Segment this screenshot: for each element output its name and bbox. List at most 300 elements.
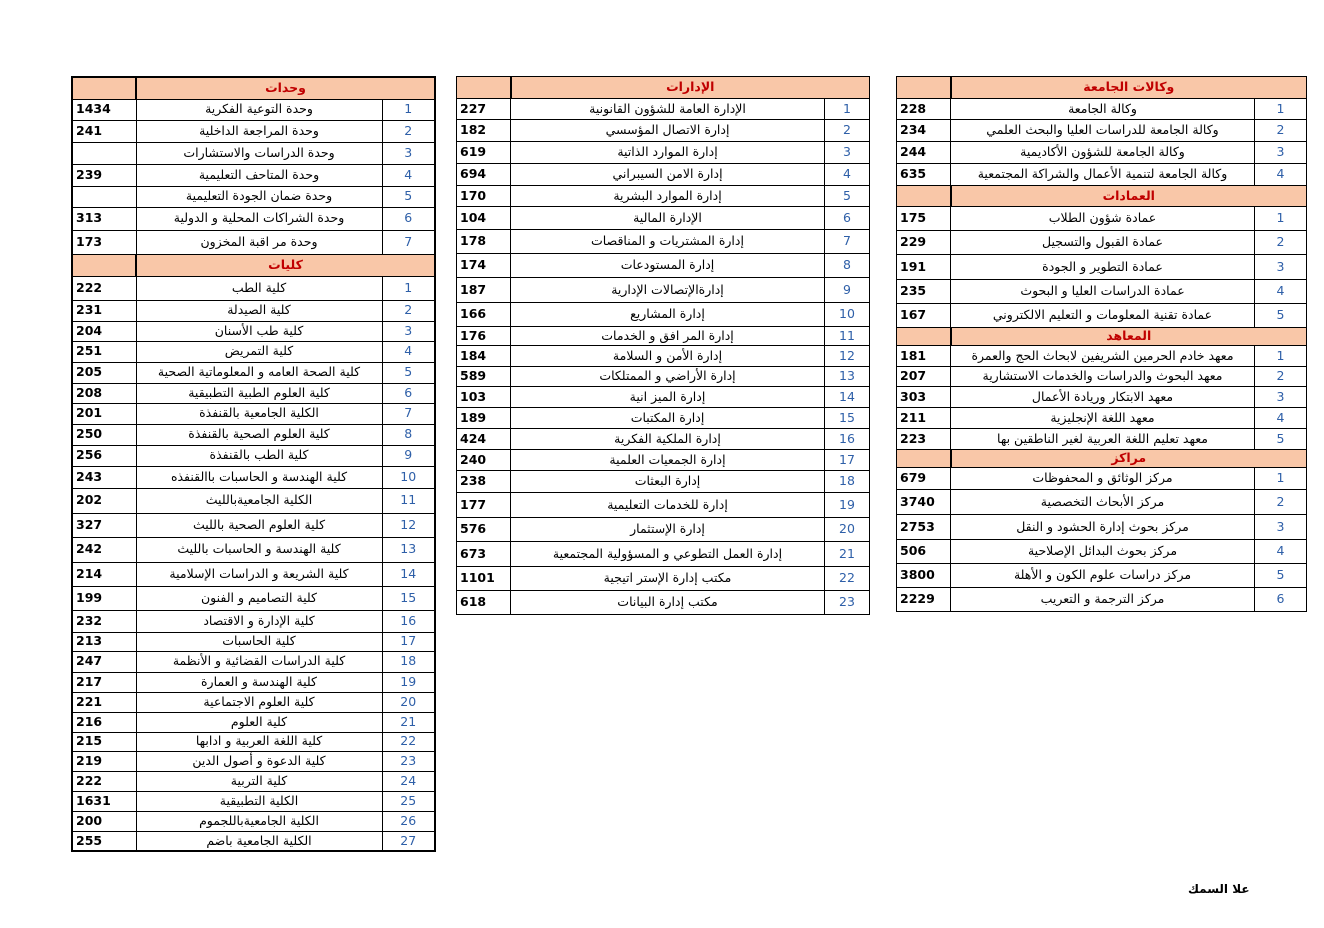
name-cell: وكالة الجامعة لتنمية الأعمال والشراكة المجتمعية — [951, 164, 1255, 186]
code-cell: 211 — [897, 408, 951, 429]
name-cell: كلية العلوم الطبية التطبيقية — [136, 383, 382, 403]
index-cell: 4 — [1255, 164, 1307, 186]
section-header — [897, 77, 1307, 99]
index-cell: 3 — [1255, 142, 1307, 164]
code-cell: 189 — [457, 408, 511, 429]
name-cell: وحدة المراجعة الداخلية — [136, 120, 382, 142]
name-cell: إدارة البعثات — [511, 471, 825, 493]
code-cell: 187 — [457, 278, 511, 303]
name-cell: الإدارة المالية — [511, 207, 825, 230]
index-cell: 1 — [825, 99, 870, 120]
section-title: وكالات الجامعة — [951, 77, 1307, 99]
code-cell: 679 — [897, 468, 951, 490]
name-cell: إدارة العمل التطوعي و المسؤولية المجتمعية — [511, 542, 825, 567]
table-row — [457, 230, 870, 254]
index-cell: 17 — [382, 632, 435, 651]
table-row — [457, 303, 870, 327]
name-cell: مركز دراسات علوم الكون و الأهلة — [951, 564, 1255, 588]
code-cell: 243 — [72, 466, 136, 488]
table-row — [897, 120, 1307, 142]
code-cell: 104 — [457, 207, 511, 230]
table-row — [457, 429, 870, 450]
table-row — [457, 142, 870, 164]
name-cell: عمادة تقنية المعلومات و التعليم الالكتروني — [951, 304, 1255, 328]
name-cell: وحدة مر اقبة المخزون — [136, 230, 382, 254]
name-cell: كلية الصحة العامه و المعلوماتية الصحية — [136, 362, 382, 383]
index-cell: 8 — [382, 424, 435, 445]
table-row — [72, 276, 435, 300]
code-cell: 694 — [457, 164, 511, 186]
section-header — [72, 254, 435, 276]
table-row — [72, 610, 435, 632]
code-cell: 199 — [72, 586, 136, 610]
name-cell: إدارة الموارد البشرية — [511, 186, 825, 207]
table-row — [72, 424, 435, 445]
code-cell: 200 — [72, 811, 136, 831]
code-cell: 205 — [72, 362, 136, 383]
name-cell: وحدة الشراكات المحلية و الدولية — [136, 207, 382, 230]
table-row — [72, 445, 435, 466]
index-cell: 5 — [825, 186, 870, 207]
table-row — [72, 300, 435, 321]
name-cell: إدارة الامن السيبراني — [511, 164, 825, 186]
code-cell: 170 — [457, 186, 511, 207]
index-cell: 20 — [825, 518, 870, 542]
name-cell: كلية الدعوة و أصول الدين — [136, 751, 382, 771]
name-cell: وكالة الجامعة للدراسات العليا والبحث العلمي — [951, 120, 1255, 142]
header-blank-cell — [897, 77, 951, 99]
index-cell: 7 — [382, 403, 435, 424]
code-cell: 589 — [457, 367, 511, 387]
table-row — [897, 408, 1307, 429]
code-cell — [72, 142, 136, 164]
name-cell: إدارة الأمن و السلامة — [511, 346, 825, 367]
name-cell: كلية الشريعة و الدراسات الإسلامية — [136, 562, 382, 586]
name-cell: كلية التمريض — [136, 341, 382, 362]
table-row — [457, 278, 870, 303]
section-title: وحدات — [136, 77, 435, 99]
table-row — [72, 751, 435, 771]
index-cell: 1 — [1255, 346, 1307, 367]
name-cell: إدارة الإستثمار — [511, 518, 825, 542]
name-cell: إدارة الجمعيات العلمية — [511, 450, 825, 471]
index-cell: 3 — [1255, 515, 1307, 540]
code-cell: 327 — [72, 513, 136, 537]
name-cell: وحدة التوعية الفكرية — [136, 99, 382, 120]
code-cell: 251 — [72, 341, 136, 362]
index-cell: 7 — [382, 230, 435, 254]
name-cell: مكتب إدارة البيانات — [511, 591, 825, 615]
table-row — [897, 367, 1307, 387]
section-title: المعاهد — [951, 328, 1307, 346]
code-cell: 2229 — [897, 588, 951, 612]
table-row — [457, 408, 870, 429]
table-row — [897, 207, 1307, 231]
table-row — [897, 468, 1307, 490]
code-cell: 244 — [897, 142, 951, 164]
index-cell: 4 — [1255, 540, 1307, 564]
code-cell: 216 — [72, 712, 136, 732]
units-colleges-table — [71, 76, 436, 852]
table-row — [457, 120, 870, 142]
table-row — [897, 142, 1307, 164]
index-cell: 3 — [382, 142, 435, 164]
section-title: العمادات — [951, 186, 1307, 207]
code-cell: 250 — [72, 424, 136, 445]
code-cell: 191 — [897, 255, 951, 280]
section-title: مراكز — [951, 450, 1307, 468]
table-row — [72, 712, 435, 732]
table-row — [72, 562, 435, 586]
code-cell: 619 — [457, 142, 511, 164]
name-cell: كلية الهندسة و الحاسبات باالقنفذه — [136, 466, 382, 488]
index-cell: 5 — [1255, 564, 1307, 588]
code-cell: 247 — [72, 651, 136, 672]
table-row — [72, 186, 435, 207]
name-cell: كلية الدراسات القضائية و الأنظمة — [136, 651, 382, 672]
code-cell: 241 — [72, 120, 136, 142]
index-cell: 11 — [382, 488, 435, 513]
index-cell: 5 — [1255, 429, 1307, 450]
name-cell: إدارةالإتصالات الإدارية — [511, 278, 825, 303]
table-row — [72, 811, 435, 831]
name-cell: مركز بحوث البدائل الإصلاحية — [951, 540, 1255, 564]
index-cell: 22 — [382, 732, 435, 751]
index-cell: 7 — [825, 230, 870, 254]
index-cell: 19 — [825, 493, 870, 518]
signature: علا السمك — [1188, 882, 1250, 896]
name-cell: إدارة الملكية الفكرية — [511, 429, 825, 450]
name-cell: الإدارة العامة للشؤون القانونية — [511, 99, 825, 120]
table-row — [72, 341, 435, 362]
name-cell: وكالة الجامعة للشؤون الأكاديمية — [951, 142, 1255, 164]
index-cell: 10 — [382, 466, 435, 488]
header-blank-cell — [897, 328, 951, 346]
index-cell: 6 — [1255, 588, 1307, 612]
section-title: الإدارات — [511, 77, 870, 99]
index-cell: 2 — [382, 300, 435, 321]
index-cell: 1 — [382, 99, 435, 120]
index-cell: 10 — [825, 303, 870, 327]
index-cell: 3 — [825, 142, 870, 164]
header-blank-cell — [72, 254, 136, 276]
agencies-table — [896, 76, 1307, 612]
code-cell: 182 — [457, 120, 511, 142]
index-cell: 6 — [825, 207, 870, 230]
table-row — [897, 515, 1307, 540]
index-cell: 13 — [382, 537, 435, 562]
name-cell: إدارة المشتريات و المناقصات — [511, 230, 825, 254]
index-cell: 9 — [825, 278, 870, 303]
section-title: كليات — [136, 254, 435, 276]
code-cell — [72, 186, 136, 207]
name-cell: كلية الصيدلة — [136, 300, 382, 321]
code-cell: 213 — [72, 632, 136, 651]
code-cell: 176 — [457, 327, 511, 346]
index-cell: 1 — [1255, 99, 1307, 120]
code-cell: 3800 — [897, 564, 951, 588]
table-row — [457, 207, 870, 230]
code-cell: 223 — [897, 429, 951, 450]
name-cell: كلية العلوم — [136, 712, 382, 732]
name-cell: كلية اللغة العربية و ادابها — [136, 732, 382, 751]
name-cell: الكلية الجامعية باضم — [136, 831, 382, 851]
name-cell: عمادة الدراسات العليا و البحوث — [951, 280, 1255, 304]
table-row — [457, 164, 870, 186]
index-cell: 13 — [825, 367, 870, 387]
code-cell: 231 — [72, 300, 136, 321]
code-cell: 618 — [457, 591, 511, 615]
name-cell: إدارة المستودعات — [511, 254, 825, 278]
table-row — [897, 540, 1307, 564]
section-header — [897, 450, 1307, 468]
name-cell: الكلية الجامعيةباللجموم — [136, 811, 382, 831]
table-row — [897, 490, 1307, 515]
code-cell: 177 — [457, 493, 511, 518]
table-row — [457, 387, 870, 408]
name-cell: معهد الابتكار وريادة الأعمال — [951, 387, 1255, 408]
name-cell: مركز الوثائق و المحفوظات — [951, 468, 1255, 490]
table-row — [72, 403, 435, 424]
code-cell: 204 — [72, 321, 136, 341]
code-cell: 1434 — [72, 99, 136, 120]
name-cell: معهد تعليم اللغة العربية لغير الناطقين بها — [951, 429, 1255, 450]
index-cell: 2 — [1255, 120, 1307, 142]
name-cell: الكلية الجامعيةبالليث — [136, 488, 382, 513]
name-cell: إدارة الموارد الذاتية — [511, 142, 825, 164]
name-cell: كلية الحاسبات — [136, 632, 382, 651]
table-row — [457, 367, 870, 387]
code-cell: 1101 — [457, 567, 511, 591]
section-header — [897, 186, 1307, 207]
table-row — [72, 207, 435, 230]
table-row — [72, 466, 435, 488]
index-cell: 18 — [825, 471, 870, 493]
header-blank-cell — [457, 77, 511, 99]
code-cell: 303 — [897, 387, 951, 408]
code-cell: 227 — [457, 99, 511, 120]
name-cell: كلية العلوم الصحية بالقنفذة — [136, 424, 382, 445]
index-cell: 12 — [382, 513, 435, 537]
code-cell: 215 — [72, 732, 136, 751]
name-cell: معهد اللغة الإنجليزية — [951, 408, 1255, 429]
index-cell: 14 — [825, 387, 870, 408]
index-cell: 9 — [382, 445, 435, 466]
name-cell: الكلية التطبيقية — [136, 791, 382, 811]
index-cell: 2 — [1255, 367, 1307, 387]
code-cell: 3740 — [897, 490, 951, 515]
code-cell: 166 — [457, 303, 511, 327]
section-header — [897, 328, 1307, 346]
name-cell: كلية الإدارة و الاقتصاد — [136, 610, 382, 632]
index-cell: 5 — [382, 186, 435, 207]
name-cell: مركز بحوث إدارة الحشود و النقل — [951, 515, 1255, 540]
table-row — [457, 567, 870, 591]
name-cell: معهد البحوث والدراسات والخدمات الاستشارية — [951, 367, 1255, 387]
header-blank-cell — [897, 186, 951, 207]
name-cell: إدارة الاتصال المؤسسي — [511, 120, 825, 142]
index-cell: 4 — [382, 341, 435, 362]
table-row — [72, 488, 435, 513]
index-cell: 22 — [825, 567, 870, 591]
index-cell: 6 — [382, 383, 435, 403]
code-cell: 201 — [72, 403, 136, 424]
name-cell: وحدة ضمان الجودة التعليمية — [136, 186, 382, 207]
index-cell: 5 — [382, 362, 435, 383]
table-row — [897, 164, 1307, 186]
section-header — [457, 77, 870, 99]
code-cell: 167 — [897, 304, 951, 328]
table-row — [72, 651, 435, 672]
code-cell: 235 — [897, 280, 951, 304]
table-row — [457, 346, 870, 367]
table-row — [72, 831, 435, 851]
name-cell: عمادة شؤون الطلاب — [951, 207, 1255, 231]
table-row — [457, 327, 870, 346]
name-cell: إدارة الأراضي و الممتلكات — [511, 367, 825, 387]
code-cell: 255 — [72, 831, 136, 851]
table-row — [897, 588, 1307, 612]
code-cell: 219 — [72, 751, 136, 771]
table-row — [72, 513, 435, 537]
index-cell: 19 — [382, 672, 435, 692]
index-cell: 4 — [1255, 408, 1307, 429]
index-cell: 1 — [1255, 468, 1307, 490]
code-cell: 673 — [457, 542, 511, 567]
table-row — [457, 186, 870, 207]
index-cell: 15 — [382, 586, 435, 610]
code-cell: 184 — [457, 346, 511, 367]
index-cell: 25 — [382, 791, 435, 811]
name-cell: إدارة المشاريع — [511, 303, 825, 327]
index-cell: 21 — [825, 542, 870, 567]
table-row — [72, 99, 435, 120]
index-cell: 1 — [382, 276, 435, 300]
code-cell: 229 — [897, 231, 951, 255]
code-cell: 576 — [457, 518, 511, 542]
table-row — [897, 231, 1307, 255]
code-cell: 239 — [72, 164, 136, 186]
header-blank-cell — [72, 77, 136, 99]
table-row — [897, 429, 1307, 450]
name-cell: إدارة الميز انية — [511, 387, 825, 408]
name-cell: كلية العلوم الصحية بالليث — [136, 513, 382, 537]
code-cell: 506 — [897, 540, 951, 564]
table-row — [457, 591, 870, 615]
name-cell: كلية التصاميم و الفنون — [136, 586, 382, 610]
name-cell: إدارة المكتبات — [511, 408, 825, 429]
index-cell: 27 — [382, 831, 435, 851]
table-row — [897, 346, 1307, 367]
index-cell: 4 — [825, 164, 870, 186]
code-cell: 174 — [457, 254, 511, 278]
index-cell: 15 — [825, 408, 870, 429]
table-row — [897, 387, 1307, 408]
index-cell: 11 — [825, 327, 870, 346]
index-cell: 16 — [382, 610, 435, 632]
table-row — [457, 450, 870, 471]
table-row — [72, 771, 435, 791]
index-cell: 21 — [382, 712, 435, 732]
table-row — [72, 164, 435, 186]
index-cell: 12 — [825, 346, 870, 367]
index-cell: 3 — [1255, 255, 1307, 280]
index-cell: 1 — [1255, 207, 1307, 231]
table-row — [457, 471, 870, 493]
code-cell: 228 — [897, 99, 951, 120]
code-cell: 221 — [72, 692, 136, 712]
name-cell: عمادة التطوير و الجودة — [951, 255, 1255, 280]
name-cell: وكالة الجامعة — [951, 99, 1255, 120]
table-row — [897, 99, 1307, 120]
table-row — [457, 542, 870, 567]
name-cell: إدارة المر افق و الخدمات — [511, 327, 825, 346]
code-cell: 238 — [457, 471, 511, 493]
code-cell: 181 — [897, 346, 951, 367]
table-row — [72, 120, 435, 142]
departments-table — [456, 76, 870, 615]
index-cell: 23 — [825, 591, 870, 615]
index-cell: 14 — [382, 562, 435, 586]
section-header — [72, 77, 435, 99]
table-row — [72, 732, 435, 751]
table-row — [72, 321, 435, 341]
code-cell: 207 — [897, 367, 951, 387]
name-cell: الكلية الجامعية بالقنفذة — [136, 403, 382, 424]
table-row — [897, 564, 1307, 588]
name-cell: مركز الأبحاث التخصصية — [951, 490, 1255, 515]
table-row — [72, 586, 435, 610]
code-cell: 2753 — [897, 515, 951, 540]
table-row — [457, 518, 870, 542]
index-cell: 3 — [1255, 387, 1307, 408]
code-cell: 1631 — [72, 791, 136, 811]
index-cell: 20 — [382, 692, 435, 712]
table-row — [72, 230, 435, 254]
index-cell: 2 — [1255, 490, 1307, 515]
name-cell: كلية التربية — [136, 771, 382, 791]
name-cell: مكتب إدارة الإستر اتيجية — [511, 567, 825, 591]
index-cell: 3 — [382, 321, 435, 341]
name-cell: وحدة المتاحف التعليمية — [136, 164, 382, 186]
code-cell: 256 — [72, 445, 136, 466]
table-row — [897, 255, 1307, 280]
table-row — [897, 304, 1307, 328]
name-cell: إدارة للخدمات التعليمية — [511, 493, 825, 518]
name-cell: وحدة الدراسات والاستشارات — [136, 142, 382, 164]
code-cell: 217 — [72, 672, 136, 692]
index-cell: 4 — [382, 164, 435, 186]
code-cell: 222 — [72, 276, 136, 300]
table-row — [72, 791, 435, 811]
table-row — [72, 692, 435, 712]
table-row — [457, 254, 870, 278]
index-cell: 4 — [1255, 280, 1307, 304]
table-row — [72, 632, 435, 651]
index-cell: 23 — [382, 751, 435, 771]
code-cell: 234 — [897, 120, 951, 142]
code-cell: 424 — [457, 429, 511, 450]
name-cell: كلية الهندسة و العمارة — [136, 672, 382, 692]
code-cell: 202 — [72, 488, 136, 513]
name-cell: مركز الترجمة و التعريب — [951, 588, 1255, 612]
code-cell: 208 — [72, 383, 136, 403]
name-cell: كلية طب الأسنان — [136, 321, 382, 341]
table-row — [72, 672, 435, 692]
index-cell: 5 — [1255, 304, 1307, 328]
index-cell: 8 — [825, 254, 870, 278]
table-row — [457, 99, 870, 120]
